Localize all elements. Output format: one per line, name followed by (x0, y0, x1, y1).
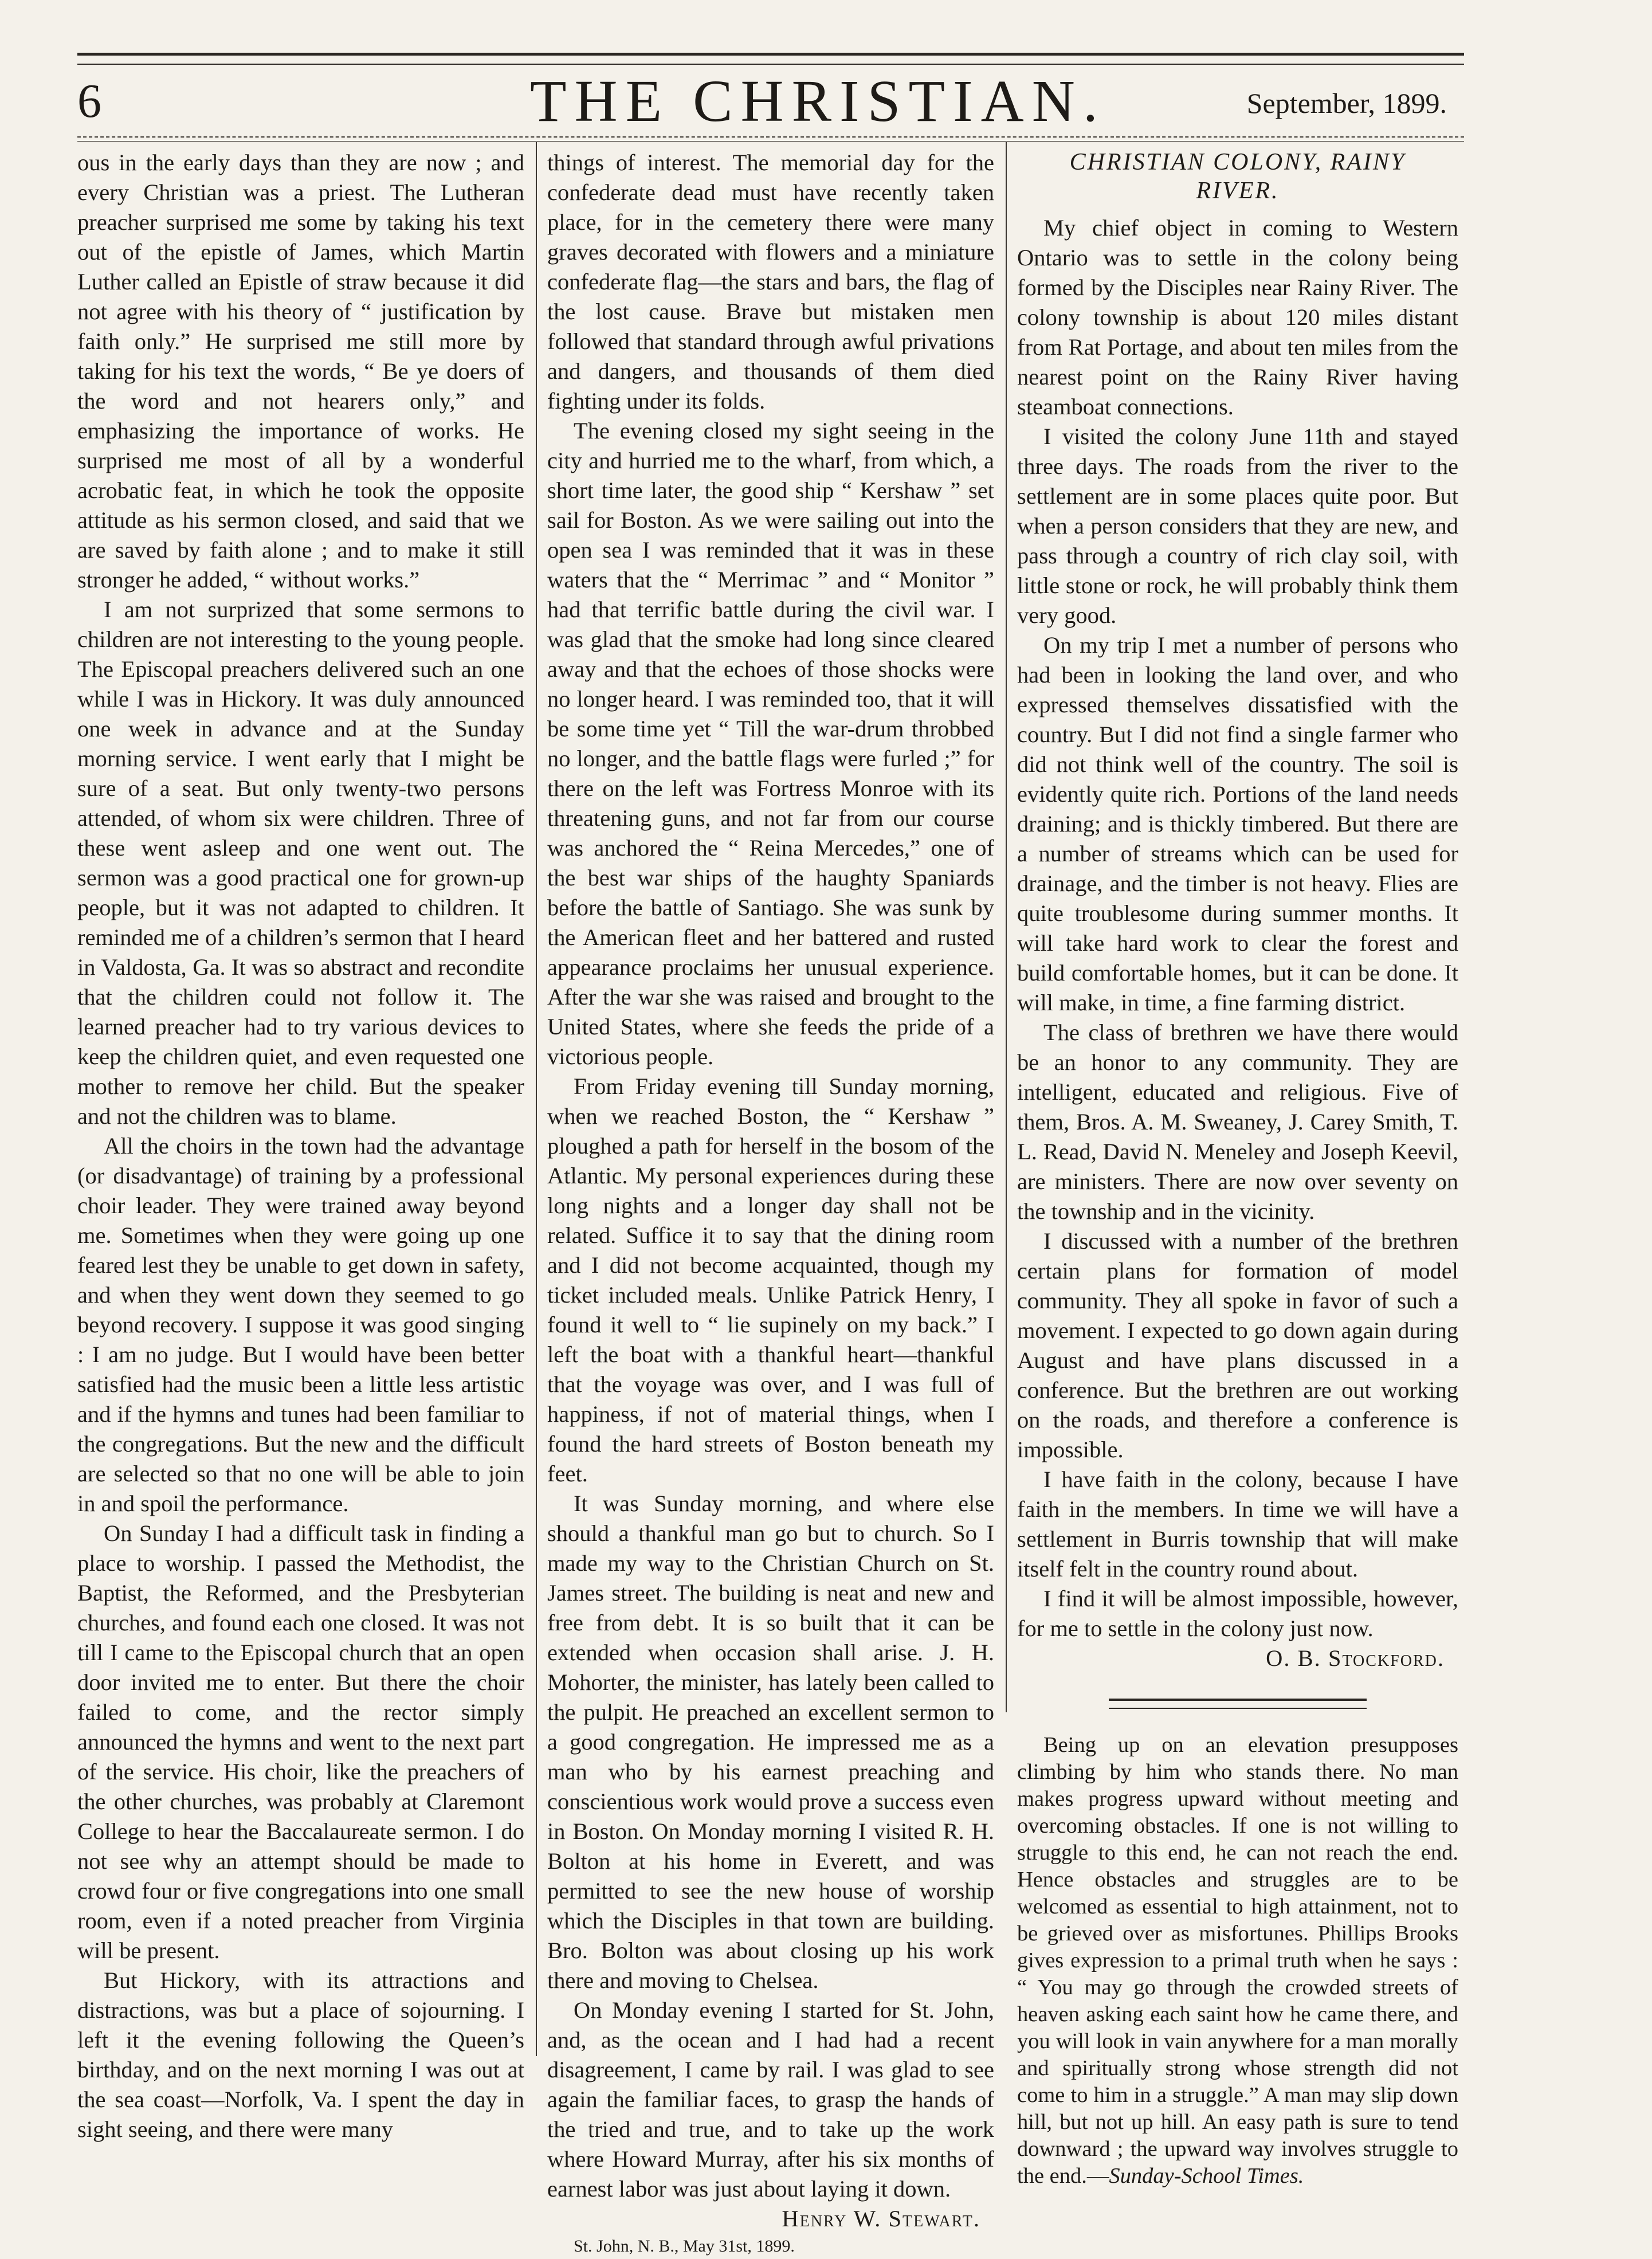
dateline: St. John, N. B., May 31st, 1899. (574, 2237, 795, 2256)
paragraph: ous in the early days than they are now ; and every Christian was a priest. The Lutheran preacher surprised me some by taking his text out of the epistle of James, which Martin Luther called an Epistle of straw because it did not agree with his theory of “ justification by faith only.” He surprised me still more by taking for his text the words, “ Be ye doers of the word and not hearers only,” and emphasizing the importance of works. He surprised me most of all by a wonderful acrobatic feat, in which he took the opposite attitude as his sermon closed, and said that we are saved by faith alone ; and to make it still stronger he added, “ without works.” (77, 150, 524, 593)
column-two (547, 148, 994, 2256)
paragraph: It was Sunday morning, and where else should a thankful man go but to church. So I made my way to the Christian Church on St. James street. The building is neat and new and free from debt. It is so built that it can be extended when occasion shall arise. J. H. Mohorter, the minister, has lately been called to the pulpit. He preached an excellent sermon to a good congregation. He impressed me as a man who by his earnest preaching and conscientious work would prove a success even in Boston. On Monday morning I visited R. H. Bolton at his home in Everett, and was permitted to see the new house of worship which the Disciples in that town are building. Bro. Bolton was about closing up his work there and moving to Chelsea. (547, 1491, 994, 1993)
issue-date: September, 1899. (1246, 87, 1447, 119)
paragraph: I discussed with a number of the brethren certain plans for formation of model community. They all spoke in favor of such a movement. I expected to go down again during August and have plans discussed in a conference. But the brethren are out working on the roads, and therefore a conference is impossible. (1017, 1228, 1458, 1462)
masthead (77, 63, 1464, 138)
paragraph: From Friday evening till Sunday morning, when we reached Boston, the “ Kershaw ” ploughed a path for herself in the bosom of the Atlantic. My personal experiences during these long nights and a longer day shall not be related. Suffice it to say that the dining room and I did not become acquainted, though my ticket included meals. Unlike Patrick Henry, I found it well to “ lie supinely on my back.” I left the boat with a thankful heart—thankful that the voyage was over, and I was full of happiness, if not of material things, when I found the hard streets of Boston beneath my feet. (547, 1073, 994, 1487)
article-title: CHRISTIAN COLONY, RAINY RIVER. (1069, 149, 1406, 204)
column-one (77, 148, 524, 2176)
author-signature: Henry W. Stewart. (782, 2206, 980, 2231)
page-number: 6 (77, 74, 101, 128)
paragraph: things of interest. The memorial day for the confederate dead must have recently taken place, for in the cemetery there were many graves decorated with flowers and a miniature confederate flag—the stars and bars, the flag of the lost cause. Brave but mistaken men followed that standard through awful privations and dangers, and thousands of them died fighting under its folds. (547, 150, 994, 414)
paragraph: All the choirs in the town had the advantage (or disadvantage) of training by a professional choir leader. They were trained away beyond me. Sometimes when they were going up one feared lest they be unable to get down in safety, and when they went down they seemed to go beyond recovery. I suppose it was good singing : I am no judge. But I would have been better satisfied had the music been a little less artistic and if the hymns and tunes had been familiar to the congregations. But the new and the difficult are selected so that no one will be able to join in and spoil the performance. (77, 1133, 524, 1516)
quote-text: Being up on an elevation presupposes climbing by him who stands there. No man makes progress upward without meeting and overcoming obstacles. If one is not willing to struggle to this end, he can not reach the end. Hence obstacles and struggles are to be welcomed as essential to high attainment, not to be grieved over as misfortunes. Phillips Brooks gives expression to a primal truth when he says : “ You may go through the crowded streets of heaven asking each saint how he came there, and you will look in vain anywhere for a man morally and spiritually strong whose strength did not come to him in a struggle.” A man may slip down hill, but not up hill. An easy path is sure to tend downward ; the upward way involves struggle to the end.— (1017, 1733, 1458, 2188)
paragraph: I have faith in the colony, because I have faith in the members. In time we will have a settlement in Burris township that will make itself felt in the country round about. (1017, 1466, 1458, 1582)
publication-title: THE CHRISTIAN. (530, 68, 1106, 134)
quote-block (1017, 1732, 1458, 2190)
column-divider (536, 142, 537, 2056)
paragraph: My chief object in coming to Western Ontario was to settle in the colony being formed by the Disciples near Rainy River. The colony township is about 120 miles distant from Rat Portage, and about ten miles from the nearest point on the Rainy River having steamboat connections. (1017, 215, 1458, 419)
section-divider (1109, 1699, 1367, 1709)
paragraph: On Sunday I had a difficult task in finding a place to worship. I passed the Methodist, the Baptist, the Reformed, and the Presbyterian churches, and found each one closed. It was not till I came to the Episcopal church that an open door invited me to enter. But there the choir failed to come, and the rector simply announced the hymns and went to the next part of the service. His choir, like the preachers of the other churches, was probably at Claremont College to hear the Baccalaureate sermon. I do not see why an attempt should be made to crowd four or five congregations into one small room, even if a noted preacher from Virginia will be present. (77, 1520, 524, 1963)
paragraph: I visited the colony June 11th and stayed three days. The roads from the river to the settlement are in some places quite poor. But when a person considers that they are new, and pass through a country of rich clay soil, with little stone or rock, he will probably think them very good. (1017, 423, 1458, 628)
paragraph: I find it will be almost impossible, however, for me to settle in the colony just now. (1017, 1586, 1458, 1641)
paragraph: But Hickory, with its attractions and distractions, was but a place of sojourning. I left it the evening following the Queen’s birthday, and on the next morning I was out at the sea coast—Norfolk, Va. I spent the day in sight seeing, and there were many (77, 1967, 524, 2142)
paragraph: I am not surprized that some sermons to children are not interesting to the young people. The Episcopal preachers delivered such an one while I was in Hickory. It was duly announced one week in advance and at the Sunday morning service. I went early that I might be sure of a seat. But only twenty-two persons attended, of whom six were children. Three of these went asleep and one went out. The sermon was a good practical one for grown-up people, but it was not adapted to children. It reminded me of a children’s sermon that I heard in Valdosta, Ga. It was so abstract and recondite that the children could not follow it. The learned preacher had to try various devices to keep the children quiet, and even requested one mother to remove her child. But the speaker and not the children was to blame. (77, 597, 524, 1129)
column-three (1017, 148, 1458, 2188)
masthead-rule (77, 136, 1464, 142)
paragraph: The evening closed my sight seeing in the city and hurried me to the wharf, from which, a short time later, the good ship “ Kershaw ” set sail for Boston. As we were sailing out into the open sea I was reminded that it was in these waters that the “ Merrimac ” and “ Monitor ” had that terrific battle during the civil war. I was glad that the smoke had long since cleared away and that the echoes of those shocks were no longer heard. I was reminded too, that it will be some time yet “ Till the war-drum throbbed no longer, and the battle flags were furled ;” for there on the left was Fortress Monroe with its threatening guns, and not far from our course was anchored the “ Reina Mercedes,” one of the best war ships of the haughty Spaniards before the battle of Santiago. She was sunk by the American fleet and her battered and rusted appearance proclaims her unusual experience. After the war she was raised and brought to the United States, where she feeds the pride of a victorious people. (547, 418, 994, 1069)
paragraph: On my trip I met a number of persons who had been in looking the land over, and who expressed themselves dissatisfied with the country. But I did not find a single farmer who did not think well of the country. The soil is evidently quite rich. Portions of the land needs draining; and is thickly timbered. But there are a number of streams which can be used for drainage, and the timber is not heavy. Flies are quite troublesome during summer months. It will take hard work to clear the forest and build comfortable homes, but it can be done. It will make, in time, a fine farming district. (1017, 632, 1458, 1015)
paragraph: On Monday evening I started for St. John, and, as the ocean and I had had a recent disagreement, I came by rail. I was glad to see again the familiar faces, to grasp the hands of the tried and true, and to take up the work where Howard Murray, after his six months of earnest labor was just about laying it down. (547, 1997, 994, 2202)
column-divider (1006, 142, 1007, 1712)
author-signature: O. B. Stockford. (1266, 1645, 1445, 1671)
quote-source: Sunday-School Times. (1109, 2164, 1304, 2188)
paragraph: The class of brethren we have there would be an honor to any community. They are intelligent, educated and religious. Five of them, Bros. A. M. Sweaney, J. Carey Smith, T. L. Read, David N. Meneley and Joseph Keevil, are ministers. There are now over seventy on the township and in the vicinity. (1017, 1019, 1458, 1224)
